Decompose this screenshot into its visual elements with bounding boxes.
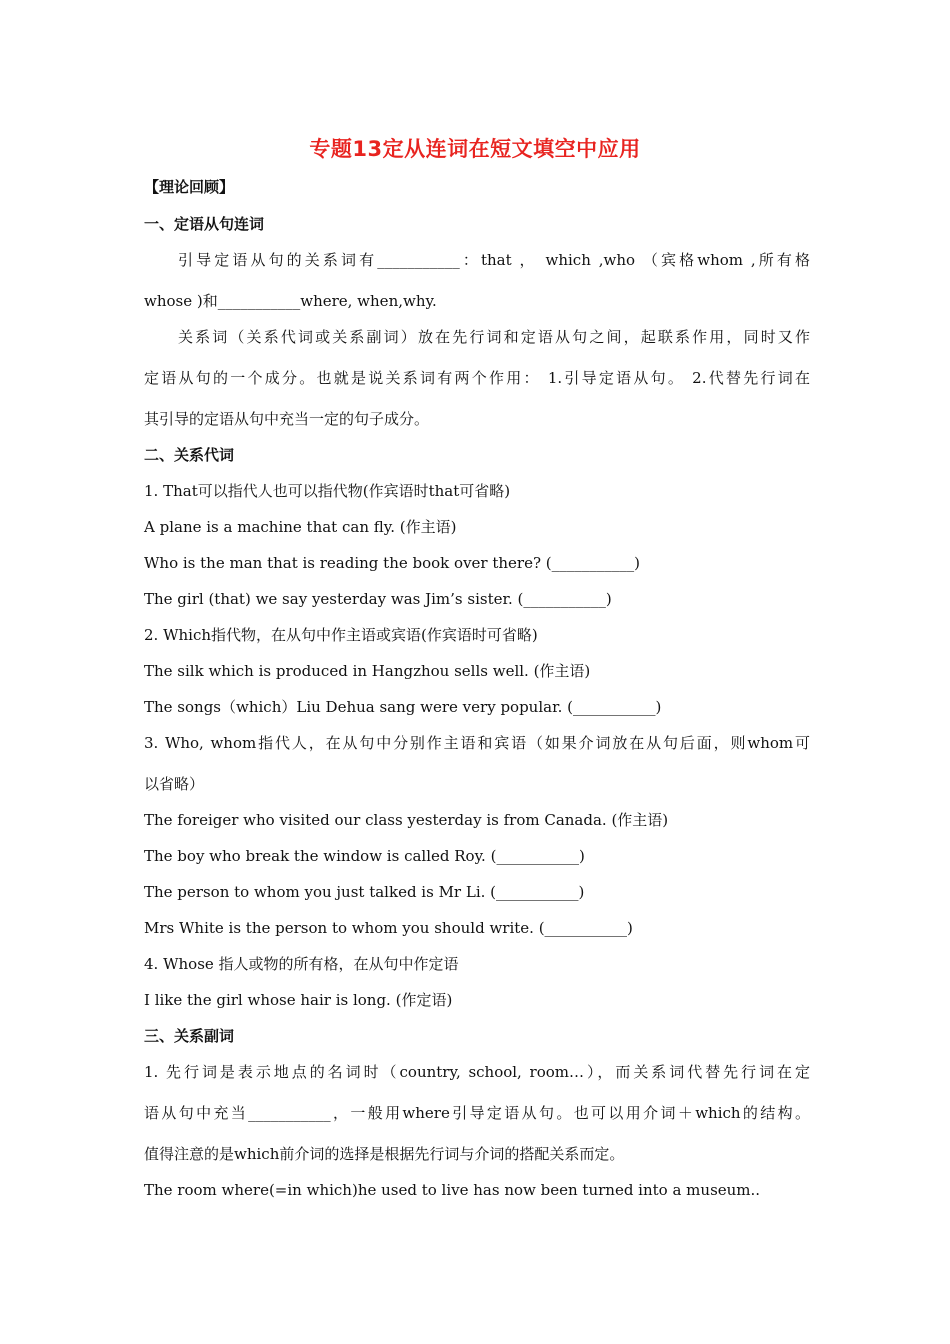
section2-heading: 二、关系代词 xyxy=(144,446,235,464)
section1-p2-line2: 定语从句的一个成分。也就是说关系词有两个作用： 1.引导定语从句。 2.代替先行词在 xyxy=(144,369,810,387)
section2-line: The person to whom you just talked is Mr Li. (___________) xyxy=(144,883,585,901)
section2-line: 4. Whose 指人或物的所有格，在从句中作定语 xyxy=(144,955,459,973)
section1-p2-line3: 其引导的定语从句中充当一定的句子成分。 xyxy=(144,410,430,428)
section1-heading: 一、定语从句连词 xyxy=(144,215,265,233)
section3-line: 值得注意的是which前介词的选择是根据先行词与介词的搭配关系而定。 xyxy=(144,1145,625,1163)
section2-line: 以省略） xyxy=(144,775,205,793)
section1-p2-line1: 关系词（关系代词或关系副词）放在先行词和定语从句之间，起联系作用，同时又作 xyxy=(178,328,810,346)
section-review-heading: 【理论回顾】 xyxy=(144,178,235,196)
section3-line: The room where(=in which)he used to live has now been turned into a museum.. xyxy=(144,1181,761,1199)
section2-line: 3. Who, whom指代人，在从句中分别作主语和宾语（如果介词放在从句后面，则whom可 xyxy=(144,734,810,752)
section3-line: 语从句中充当___________，一般用where引导定语从句。也可以用介词＋which的结构。 xyxy=(144,1104,810,1122)
section2-line: I like the girl whose hair is long. (作定语) xyxy=(144,991,453,1009)
document-title: 专题13定从连词在短文填空中应用 xyxy=(309,137,641,161)
section2-line: The boy who break the window is called Roy. (___________) xyxy=(144,847,585,865)
section1-p1-line2: whose )和___________where, when,why. xyxy=(144,292,437,310)
section2-line: The silk which is produced in Hangzhou sells well. (作主语) xyxy=(144,662,591,680)
section2-line: 2. Which指代物，在从句中作主语或宾语(作宾语时可省略) xyxy=(144,626,538,644)
section2-line: The girl (that) we say yesterday was Jim’s sister. (___________) xyxy=(144,590,612,608)
section2-line: A plane is a machine that can fly. (作主语) xyxy=(144,518,457,536)
section1-p1-line1: 引导定语从句的关系词有___________：that ， which ,who （宾格whom ,所有格 xyxy=(178,251,810,269)
section2-line: 1. That可以指代人也可以指代物(作宾语时that可省略) xyxy=(144,482,511,500)
section2-line: The songs（which）Liu Dehua sang were very popular. (___________) xyxy=(144,698,662,716)
section3-line: 1. 先行词是表示地点的名词时（country, school, room…），而关系词代替先行词在定 xyxy=(144,1063,810,1081)
section2-line: Mrs White is the person to whom you should write. (___________) xyxy=(144,919,633,937)
section3-heading: 三、关系副词 xyxy=(144,1027,235,1045)
section2-line: The foreiger who visited our class yesterday is from Canada. (作主语) xyxy=(144,811,669,829)
section2-line: Who is the man that is reading the book over there? (___________) xyxy=(144,554,640,572)
